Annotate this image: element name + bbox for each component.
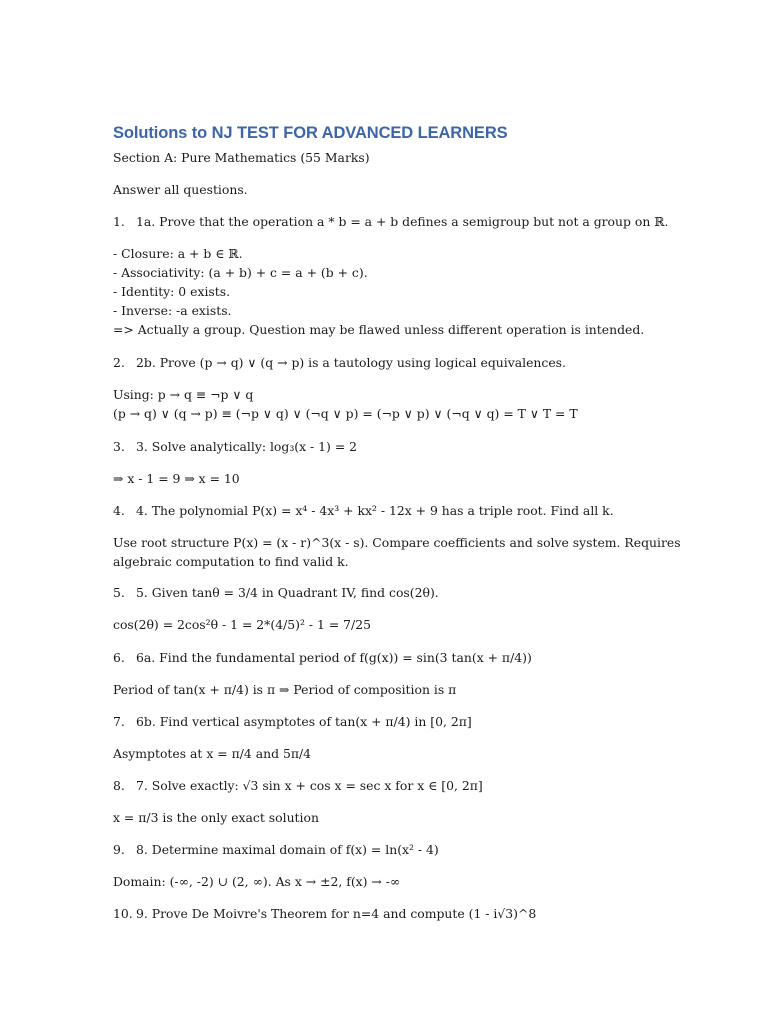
question-6 (113, 648, 532, 667)
question-text: 9. Prove De Moivre's Theorem for n=4 and compute (1 - i√3)^8 (136, 906, 537, 921)
question-text: 8. Determine maximal domain of f(x) = ln(x² - 4) (136, 842, 439, 857)
section-heading: Section A: Pure Mathematics (55 Marks) (113, 150, 370, 165)
answer-5 (113, 615, 371, 634)
answer-line: Period of tan(x + π/4) is π ⇒ Period of composition is π (113, 682, 457, 697)
question-number: 3. (113, 439, 125, 454)
answer-line: Domain: (-∞, -2) ∪ (2, ∞). As x → ±2, f(x) → -∞ (113, 874, 401, 889)
question-text: 6a. Find the fundamental period of f(g(x)) = sin(3 tan(x + π/4)) (136, 650, 532, 665)
question-2 (113, 353, 566, 372)
question-4 (113, 501, 614, 520)
answer-line: Using: p → q ≡ ¬p ∨ q (113, 387, 254, 402)
answer-line: - Identity: 0 exists. (113, 284, 231, 299)
answer-7 (113, 744, 311, 763)
answer-line: Use root structure P(x) = (x - r)^3(x - s). Compare coefficients and solve system. Requires (113, 535, 681, 550)
question-number: 1. (113, 214, 125, 229)
question-7 (113, 712, 472, 731)
question-3 (113, 437, 357, 456)
question-10 (113, 904, 536, 923)
question-text: 2b. Prove (p → q) ∨ (q → p) is a tautology using logical equivalences. (136, 355, 566, 370)
answer-2 (113, 385, 578, 423)
question-text: 5. Given tanθ = 3/4 in Quadrant IV, find cos(2θ). (136, 585, 439, 600)
question-number: 10. (113, 906, 133, 921)
question-number: 9. (113, 842, 125, 857)
question-number: 8. (113, 778, 125, 793)
document-title: Solutions to NJ TEST FOR ADVANCED LEARNERS (113, 124, 508, 142)
answer-line: cos(2θ) = 2cos²θ - 1 = 2*(4/5)² - 1 = 7/25 (113, 617, 371, 632)
answer-line: Asymptotes at x = π/4 and 5π/4 (113, 746, 312, 761)
answer-line: - Closure: a + b ∈ ℝ. (113, 246, 243, 261)
answer-line: (p → q) ∨ (q → p) ≡ (¬p ∨ q) ∨ (¬q ∨ p) = (¬p ∨ p) ∨ (¬q ∨ q) = T ∨ T = T (113, 406, 578, 421)
question-number: 7. (113, 714, 125, 729)
question-number: 6. (113, 650, 125, 665)
answer-line: x = π/3 is the only exact solution (113, 810, 319, 825)
question-8 (113, 776, 483, 795)
answer-8 (113, 808, 319, 827)
question-text: 1a. Prove that the operation a * b = a + b defines a semigroup but not a group on ℝ. (136, 214, 669, 229)
answer-3 (113, 469, 240, 488)
answer-line: => Actually a group. Question may be flawed unless different operation is intended. (113, 322, 645, 337)
answer-line: ⇒ x - 1 = 9 ⇒ x = 10 (113, 471, 240, 486)
question-number: 4. (113, 503, 125, 518)
instruction-text: Answer all questions. (113, 182, 248, 197)
question-text: 7. Solve exactly: √3 sin x + cos x = sec x for x ∈ [0, 2π] (136, 778, 483, 793)
question-text: 4. The polynomial P(x) = x⁴ - 4x³ + kx² - 12x + 9 has a triple root. Find all k. (136, 503, 614, 518)
question-number: 5. (113, 585, 125, 600)
answer-9 (113, 872, 400, 891)
question-text: 3. Solve analytically: log₃(x - 1) = 2 (136, 439, 358, 454)
answer-1 (113, 244, 644, 339)
answer-6 (113, 680, 456, 699)
question-number: 2. (113, 355, 125, 370)
question-1 (113, 212, 668, 231)
answer-line: - Inverse: -a exists. (113, 303, 232, 318)
answer-4 (113, 533, 681, 571)
answer-line: algebraic computation to find valid k. (113, 554, 349, 569)
question-9 (113, 840, 439, 859)
answer-line: - Associativity: (a + b) + c = a + (b + c). (113, 265, 368, 280)
question-text: 6b. Find vertical asymptotes of tan(x + π/4) in [0, 2π] (136, 714, 472, 729)
question-5 (113, 583, 439, 602)
